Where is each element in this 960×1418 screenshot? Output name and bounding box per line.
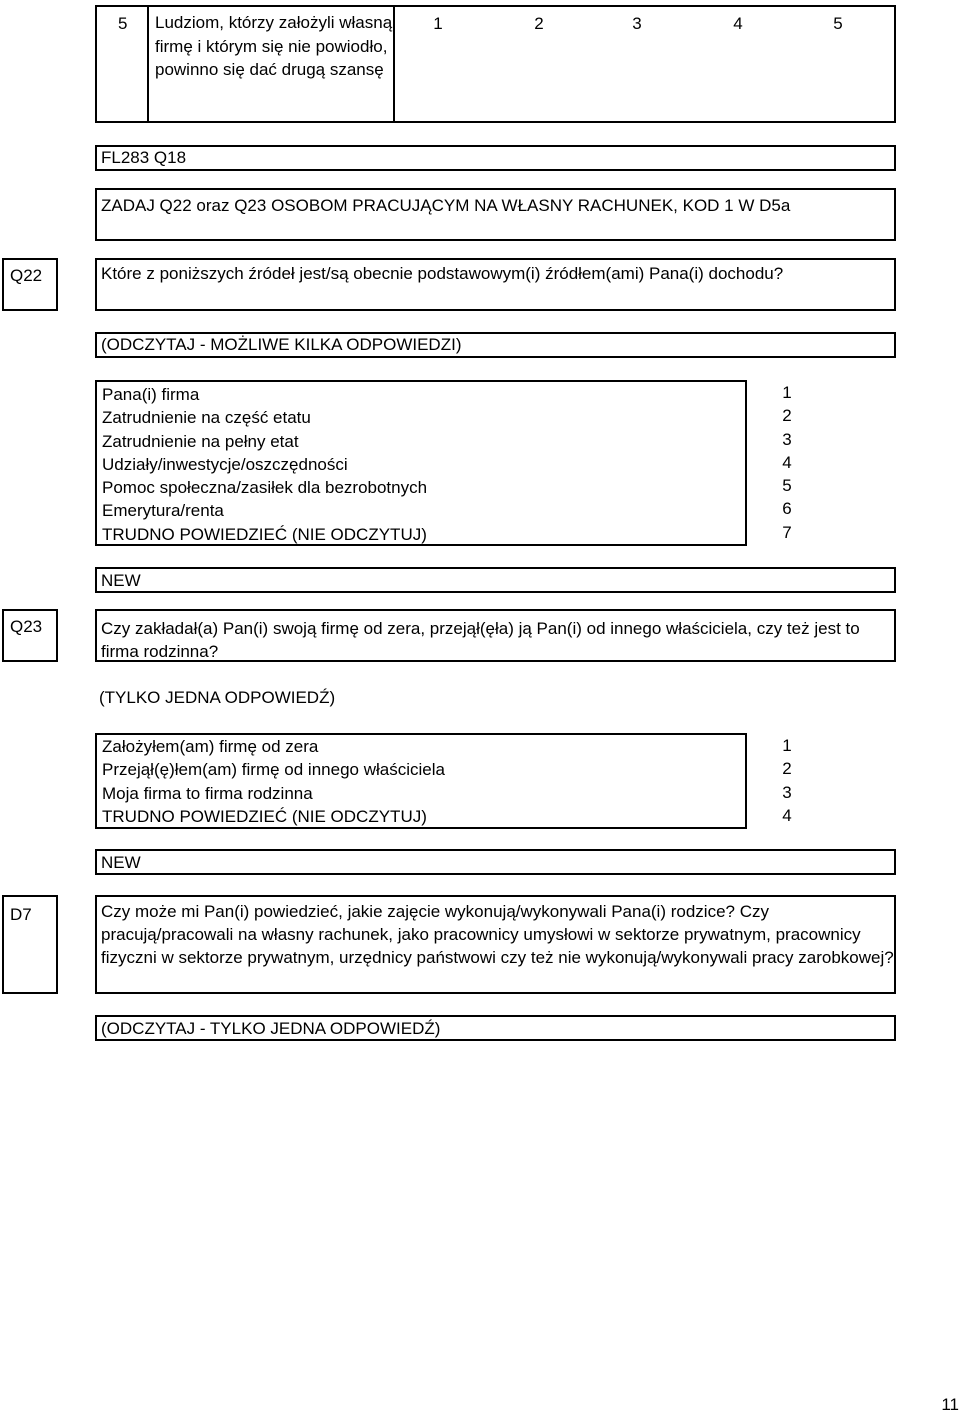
answer-option: Przejął(ę)łem(am) firmę od innego właściciela — [102, 760, 445, 780]
routing-instruction-box: ZADAJ Q22 oraz Q23 OSOBOM PRACUJĄCYM NA WŁASNY RACHUNEK, KOD 1 W D5a — [95, 188, 896, 241]
answer-codes-q23 — [775, 734, 799, 827]
answer-list-q22 — [95, 380, 747, 546]
question-text-d7: Czy może mi Pan(i) powiedzieć, jakie zajęcie wykonują/wykonywali Pana(i) rodzice? Czy pracują/pracowali na własny rachunek, jako pracownicy umysłowi w sektorze prywatnym, pracownicy fizyczni w sektorze prywatnym, urzędnicy państwowi czy też nie wykonują/wykonywali pracy zarobkowej? — [95, 895, 896, 994]
answer-code: 2 — [782, 406, 792, 426]
answer-option: Moja firma to firma rodzinna — [102, 783, 313, 803]
answer-code: 7 — [782, 522, 792, 542]
answer-code: 3 — [782, 429, 792, 449]
scale-point: 3 — [632, 14, 642, 33]
answer-option: Pomoc społeczna/zasiłek dla bezrobotnych — [102, 478, 428, 498]
question-text-q23: Czy zakładał(a) Pan(i) swoją firmę od zera, przejął(ęła) ją Pan(i) od innego właściciela, czy też jest to firma rodzinna? — [95, 609, 896, 662]
answer-list-q23 — [95, 733, 747, 829]
statement-number: 5 — [97, 7, 149, 121]
question-label-d7: D7 — [2, 895, 58, 994]
statement-table — [95, 5, 896, 123]
reading-instruction-q22: (ODCZYTAJ - MOŻLIWE KILKA ODPOWIEDZI) — [95, 332, 896, 358]
answer-code: 1 — [782, 736, 792, 755]
question-label-q22: Q22 — [2, 258, 58, 311]
answer-option: TRUDNO POWIEDZIEĆ (NIE ODCZYTUJ) — [102, 806, 427, 826]
answer-code: 4 — [782, 805, 792, 825]
scale-point: 4 — [733, 14, 743, 33]
scale-point: 1 — [433, 14, 443, 33]
answer-code: 1 — [782, 383, 792, 402]
scale-point: 5 — [833, 14, 843, 33]
reading-instruction-q23: (TYLKO JEDNA ODPOWIEDŹ) — [99, 688, 336, 707]
answer-option: Udziały/inwestycje/oszczędności — [102, 454, 348, 474]
answer-option: Zatrudnienie na pełny etat — [102, 431, 299, 451]
answer-option: Pana(i) firma — [102, 385, 200, 404]
answer-option: TRUDNO POWIEDZIEĆ (NIE ODCZYTUJ) — [102, 524, 427, 544]
reading-instruction-d7: (ODCZYTAJ - TYLKO JEDNA ODPOWIEDŹ) — [95, 1015, 896, 1041]
answer-option: Zatrudnienie na część etatu — [102, 408, 311, 428]
filter-reference-box: FL283 Q18 — [95, 145, 896, 171]
answer-option: Założyłem(am) firmę od zera — [102, 737, 319, 756]
answer-code: 6 — [782, 499, 792, 519]
answer-option: Emerytura/renta — [102, 501, 224, 521]
question-label-q23: Q23 — [2, 609, 58, 662]
scale-point: 2 — [534, 14, 544, 33]
new-tag-q22: NEW — [95, 567, 896, 593]
page-number: 11 — [941, 1395, 959, 1414]
rating-scale — [395, 7, 894, 121]
new-tag-q23: NEW — [95, 849, 896, 875]
question-text-q22: Które z poniższych źródeł jest/są obecnie podstawowym(i) źródłem(ami) Pana(i) dochodu? — [95, 258, 896, 311]
answer-code: 5 — [782, 476, 792, 496]
answer-code: 2 — [782, 759, 792, 779]
answer-code: 4 — [782, 452, 792, 472]
answer-codes-q22 — [775, 381, 799, 544]
answer-code: 3 — [782, 782, 792, 802]
statement-text: Ludziom, którzy założyli własną firmę i którym się nie powiodło, powinno się dać drugą szansę — [149, 7, 395, 121]
